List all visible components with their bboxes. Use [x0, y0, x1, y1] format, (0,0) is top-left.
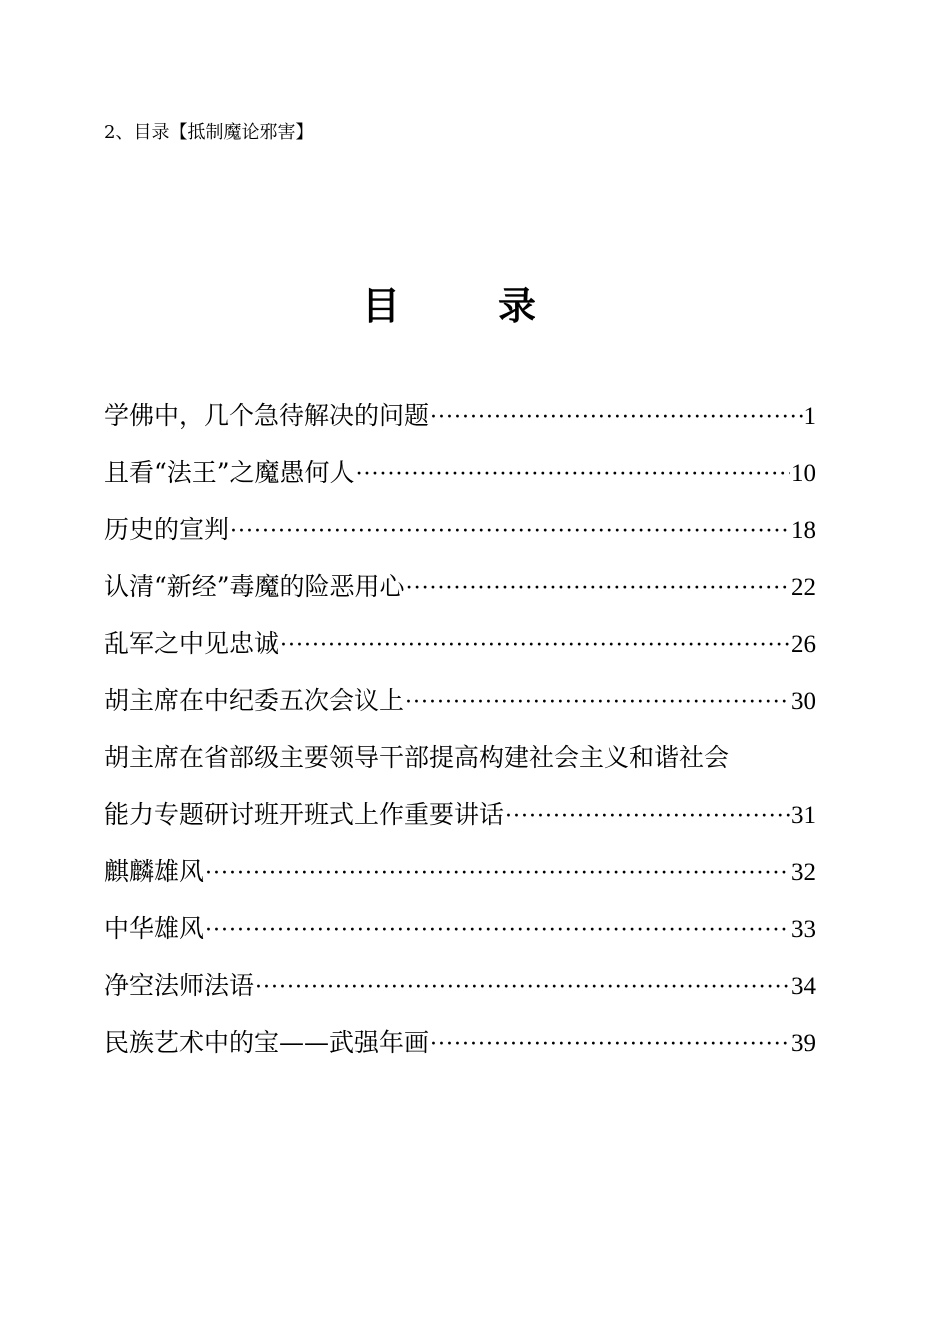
toc-entry-title: 净空法师法语: [104, 971, 255, 1000]
toc-dot-leader: [430, 394, 802, 442]
toc-entry-first-line[interactable]: [104, 734, 816, 791]
toc-page-number: 30: [791, 688, 816, 715]
toc-page-number: 18: [791, 517, 816, 544]
toc-entry[interactable]: [104, 563, 816, 620]
toc-entry[interactable]: [104, 449, 816, 506]
toc-entry-title: 历史的宣判: [104, 515, 230, 544]
toc-dot-leader: [280, 622, 790, 670]
toc-entry-title: 麒麟雄风: [104, 857, 205, 886]
toc-dot-leader: [230, 508, 790, 556]
toc-page-number: 1: [803, 403, 816, 430]
toc-entry-title: 乱军之中见忠诚: [104, 629, 280, 658]
toc-dot-leader: [405, 679, 790, 727]
toc-entry[interactable]: [104, 677, 816, 734]
toc-entry-title: 认清“新经”毒魔的险恶用心: [104, 572, 405, 601]
toc-page-number: 32: [791, 859, 816, 886]
toc-list: [104, 392, 816, 1076]
toc-dot-leader: [505, 793, 790, 841]
toc-title-char-2: 录: [498, 284, 537, 328]
toc-entry-title: 学佛中，几个急待解决的问题: [104, 401, 430, 430]
toc-entry[interactable]: [104, 791, 816, 848]
toc-dot-leader: [255, 964, 790, 1012]
toc-entry-title: 胡主席在中纪委五次会议上: [104, 686, 405, 715]
toc-dot-leader: [430, 1021, 790, 1069]
toc-entry[interactable]: [104, 905, 816, 962]
toc-entry[interactable]: [104, 620, 816, 677]
toc-entry-title: 胡主席在省部级主要领导干部提高构建社会主义和谐社会: [104, 743, 730, 772]
toc-entry[interactable]: [104, 506, 816, 563]
toc-dot-leader: [356, 451, 790, 499]
toc-page-number: 10: [791, 460, 816, 487]
toc-page-number: 39: [791, 1030, 816, 1057]
toc-entry[interactable]: [104, 962, 816, 1019]
toc-dot-leader: [406, 565, 790, 613]
toc-entry[interactable]: [104, 1019, 816, 1076]
toc-title-char-1: 目: [362, 284, 401, 328]
toc-page-number: 31: [791, 802, 816, 829]
toc-page-number: 33: [791, 916, 816, 943]
toc-entry[interactable]: [104, 392, 816, 449]
toc-entry-title: 且看“法王”之魔愚何人: [104, 458, 355, 487]
header-note: 2、目录【抵制魔论邪害】: [104, 122, 314, 143]
toc-entry-title: 能力专题研讨班开班式上作重要讲话: [104, 800, 505, 829]
toc-entry-title: 民族艺术中的宝——武强年画: [104, 1028, 430, 1057]
toc-entry-title: 中华雄风: [104, 914, 205, 943]
toc-page-number: 22: [791, 574, 816, 601]
toc-entry[interactable]: [104, 848, 816, 905]
toc-dot-leader: [205, 907, 790, 955]
toc-title: [0, 278, 950, 334]
toc-dot-leader: [205, 850, 790, 898]
toc-page-number: 34: [791, 973, 816, 1000]
toc-page-number: 26: [791, 631, 816, 658]
